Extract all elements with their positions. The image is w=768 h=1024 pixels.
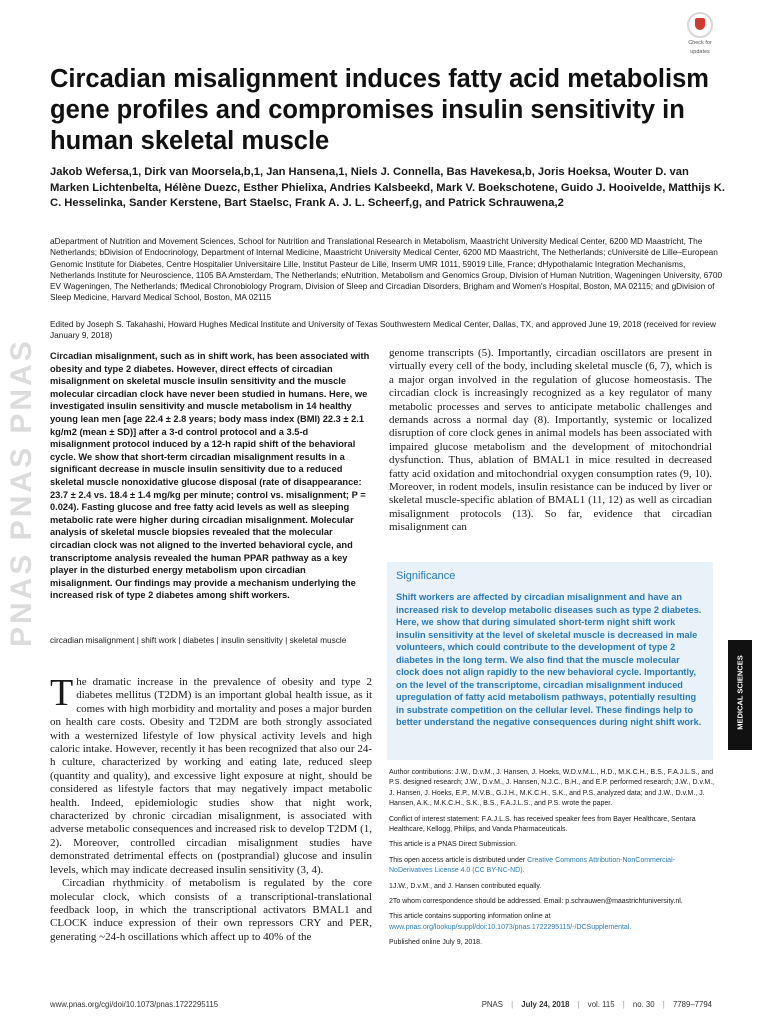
drop-cap: T	[50, 672, 74, 714]
correspondence-note: 2To whom correspondence should be addressed. Email: p.schrauwen@maastrichtuniversity.nl.	[389, 898, 683, 906]
footer-date: July 24, 2018	[521, 1000, 570, 1009]
circadian-paragraph: Circadian rhythmicity of metabolism is regulated by the core molecular clock, which consists of a transcriptional-translational feedback loop, in which the transcriptional activators BMAL1 and CLOCK induce expression of their own repressors CRY and PER, generating ~24-h oscillations which affect up to 40% of the	[50, 877, 372, 943]
footer-divider: |	[662, 1000, 665, 1009]
footer-citation	[476, 1000, 712, 1009]
footer-journal: PNAS	[481, 1000, 503, 1009]
supporting-prefix: This article contains supporting information online at	[389, 913, 551, 921]
license-note	[389, 856, 715, 877]
footer-volume: vol. 115	[587, 1000, 615, 1009]
footer-divider: |	[511, 1000, 514, 1009]
bookmark-icon	[687, 12, 713, 38]
page-footer	[50, 1000, 712, 1009]
license-link[interactable]: Creative Commons Attribution-NonCommercial-NoDerivatives License 4.0 (CC BY-NC-ND).	[389, 856, 675, 875]
published-date: Published online July 9, 2018.	[389, 939, 483, 947]
significance-text: Shift workers are affected by circadian misalignment and have an increased risk to develop metabolic diseases such as type 2 diabetes. Here, we show that during simulated short-term night shift work insulin sensitivity at the level of skeletal muscle is decreased in male volunteers, which could contribute to the development of type 2 diabetes in the long term. We also find that the muscle molecular clock does not align rapidly to the new behavioral cycle. Importantly, on the level of the transcriptome, circadian misalignment induced upregulation of fatty acid metabolism pathways, potentially resulting in substrate competition on the cellular level. These findings help to better understand the negative consequences during night shift work.	[396, 592, 702, 727]
supporting-info-note	[389, 912, 715, 933]
abstract: Circadian misalignment, such as in shift work, has been associated with obesity and type 2 diabetes. However, direct effects of circadian misalignment on skeletal muscle insulin sensitivity and the muscle molecular circadian clock have never been studied in humans. Here, we investigated insulin sensitivity and muscle metabolism in 14 healthy young lean men [age 22.4 ± 2.8 years; body mass index (BMI) 22.3 ± 2.1 kg/m2 (mean ± SD)] after a 3-d control protocol and a 3.5-d misalignment protocol induced by a 12-h rapid shift of the behavioral cycle. We show that short-term circadian misalignment results in a significant decrease in muscle insulin sensitivity due to a reduced skeletal muscle nonoxidative glucose disposal (rate of disappearance: 23.7 ± 2.4 vs. 18.4 ± 1.4 mg/kg per minute; control vs. misalignment; P = 0.024). Fasting glucose and free fatty acid levels as well as sleeping metabolic rate were higher during circadian misalignment. Molecular analysis of skeletal muscle biopsies revealed that the molecular circadian clock was not aligned to the inverted behavioral cycle, and transcriptome analysis revealed the human PPAR pathway as a key player in the disturbed energy metabolism upon circadian misalignment. Our findings may provide a mechanism underlying the increased risk of type 2 diabetes among shift workers.	[50, 351, 370, 601]
journal-sidebar-watermark	[0, 120, 38, 647]
badge-line1: Check for	[688, 40, 712, 46]
section-tab	[728, 640, 752, 750]
footer-number: no. 30	[632, 1000, 655, 1009]
check-for-updates-badge[interactable]	[676, 12, 724, 56]
supporting-info-link[interactable]: www.pnas.org/lookup/suppl/doi:10.1073/pnas.1722295115/-/DCSupplemental.	[389, 923, 632, 931]
edited-by-note: Edited by Joseph S. Takahashi, Howard Hughes Medical Institute and University of Texas Southwestern Medical Center, Dallas, TX, and approved June 19, 2018 (received for review January 9, 2018)	[50, 319, 716, 341]
article-notes	[389, 768, 715, 954]
article-title: Circadian misalignment induces fatty acid metabolism gene profiles and compromises insulin sensitivity in human skeletal muscle	[50, 65, 709, 155]
keywords: circadian misalignment | shift work | diabetes | insulin sensitivity | skeletal muscle	[50, 635, 347, 645]
footer-pages: 7789–7794	[672, 1000, 712, 1009]
author-list: Jakob Wefersa,1, Dirk van Moorsela,b,1, Jan Hansena,1, Niels J. Connella, Bas Havekesa,b, Joris Hoeksa, Wouter D. van Marken Lichtenbelta, Hélène Duezc, Esther Phielixa, Andries Kalsbeekd, Mark V. Boekschotene, Guido J. Hooivelde, Matthijs K. C. Hesselinka, Sander Kerstene, Bart Staelsc, Frank A. J. L. Scheerf,g, and Patrick Schrauwena,2	[50, 166, 725, 210]
equal-contribution-note: 1J.W., D.v.M., and J. Hansen contributed equally.	[389, 882, 542, 890]
footer-divider: |	[577, 1000, 580, 1009]
conflict-statement: Conflict of interest statement: F.A.J.L.S. has received speaker fees from Bayer Healthcare, Sentara Healthcare, Kellogg, Philips, and Vanda Pharmaceuticals.	[389, 815, 696, 834]
intro-paragraph-text: he dramatic increase in the prevalence of obesity and type 2 diabetes mellitus (T2DM) is an important global health issue, as it comes with high morbidity and mortality and poses a major burden on health care costs. Obesity and T2DM are both strongly associated with a westernized lifestyle of low physical activity levels and high caloric intake. However, recently it has been recognized that also our 24-h culture, characterized by working and eating late, reduced sleep (quantity and quality), and excessive light exposure at night, should be considered as lifestyle factors that may negatively impact metabolic health. Indeed, epidemiologic studies show that night work, characterized by chronic circadian misalignment, is associated with adverse metabolic consequences and increased risk to develop T2DM (1, 2). Moreover, controlled circadian misalignment studies have demonstrated detrimental effects on (postprandial) glucose and insulin levels, which may indicate decreased insulin sensitivity (3, 4).	[50, 676, 372, 876]
badge-line2: updates	[690, 48, 710, 55]
affiliations: aDepartment of Nutrition and Movement Sciences, School for Nutrition and Translational Research in Metabolism, Maastricht University Medical Center, 6200 MD Maastricht, The Netherlands; bDivision of Endocrinology, Department of Internal Medicine, Maastricht University Medical Center, 6200 MD Maastricht, The Netherlands; cUniversité de Lille–European Genomic Institute for Diabetes, Centre Hospitalier Universitaire Lille, Institut Pasteur de Lille, Inserm UMR 1011, 59019 Lille, France; dHypothalamic Integration Mechanisms, Netherlands Institute for Neuroscience, 1105 BA Amsterdam, The Netherlands; eNutrition, Metabolism and Genomics Group, Division of Human Nutrition, Wageningen University, 6700 EV Wageningen, The Netherlands; fMedical Chronobiology Program, Division of Sleep and Circadian Disorders, Brigham and Women's Hospital, Boston, MA 02115; and gDivision of Sleep Medicine, Harvard Medical School, Boston, MA 02115	[50, 236, 723, 303]
body-text-right-column: genome transcripts (5). Importantly, circadian oscillators are present in virtually every cell of the body, including skeletal muscle (6, 7), which is a major organ involved in the regulation of glucose homeostasis. The circadian clock is increasingly recognized as a key regulator of many metabolic processes and serves to anticipate metabolic challenges and demands across a normal day (8). Importantly, systemic or localized disruption of core clock genes in animal models has been associated with impaired glucose metabolism and the development of mitochondrial dysfunction. Thus, ablation of BMAL1 in mice resulted in decreased fatty acid oxidation and mitochondrial oxygen consumption rates (9, 10). Moreover, in rodent models, insulin resistance can be induced by liver or skeletal muscle-specific ablation of BMAL1 (11, 12) as well as circadian misalignment protocols (13). So far, evidence that circadian misalignment can	[389, 347, 712, 534]
license-prefix: This open access article is distributed under	[389, 856, 528, 864]
intro-paragraph	[50, 672, 372, 877]
direct-submission-note: This article is a PNAS Direct Submission.	[389, 841, 517, 849]
significance-title: Significance	[396, 570, 456, 582]
section-tab-label: MEDICAL SCIENCES	[735, 655, 745, 730]
significance-box	[387, 562, 713, 760]
journal-sidebar-text: PNAS PNAS PNAS	[5, 338, 38, 647]
author-contributions: Author contributions: J.W., D.v.M., J. Hansen, J. Hoeks, W.D.v.M.L., H.D., M.K.C.H., B.S., F.A.J.L.S., and P.S. designed research; J.W., D.v.M., J. Hansen, N.J.C., B.H., and E.P. performed research; J.W., D.v.M., J. Hansen, J. Hoeks, E.P., M.V.B., G.J.H., M.K.C.H., S.K., and P.S. analyzed data; and J.W., D.v.M., J. Hansen, A.K., M.K.C.H., S.K., B.S., F.A.J.L.S., and P.S. wrote the paper.	[389, 769, 715, 808]
body-text-left-column	[50, 672, 372, 944]
footer-divider: |	[622, 1000, 625, 1009]
footer-doi-url[interactable]: www.pnas.org/cgi/doi/10.1073/pnas.1722295115	[50, 1000, 219, 1009]
